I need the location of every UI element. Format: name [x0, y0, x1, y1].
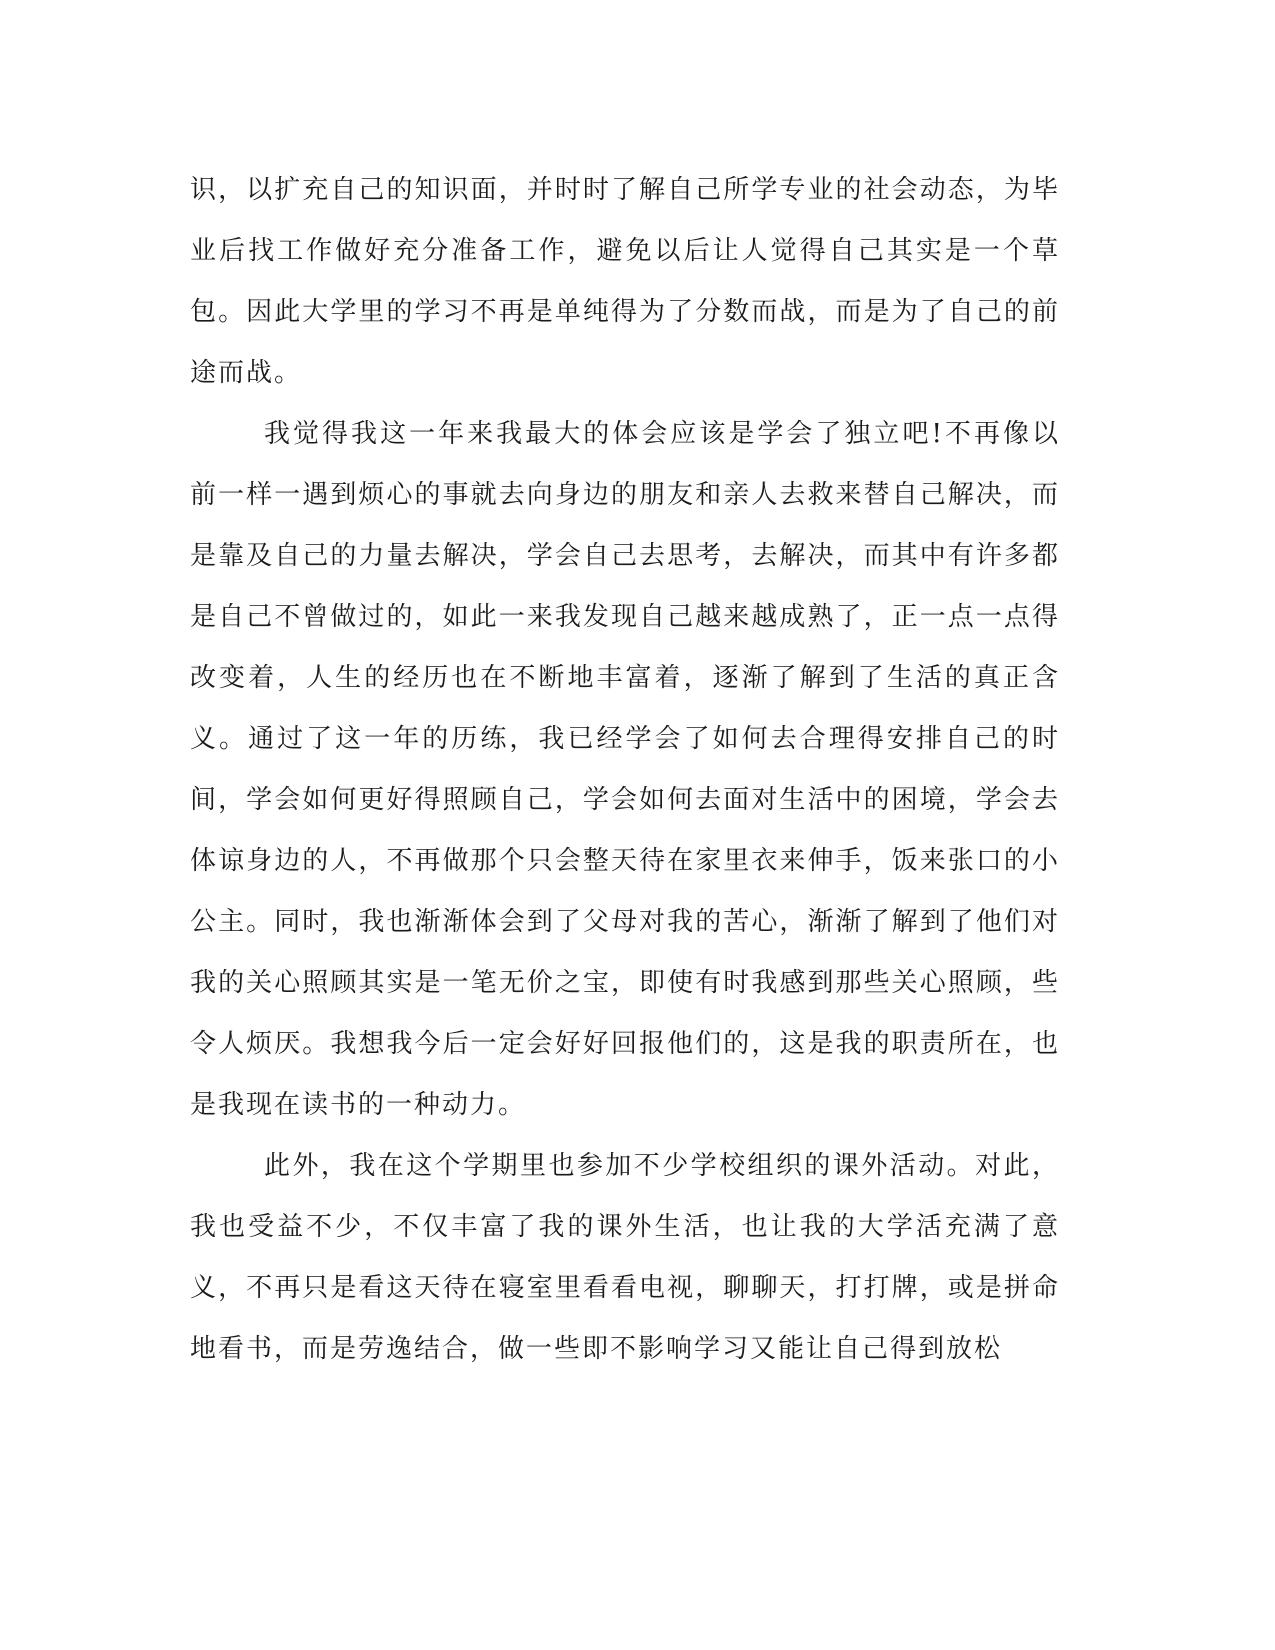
paragraph-continued: 识，以扩充自己的知识面，并时时了解自己所学专业的社会动态，为毕业后找工作做好充分准备工作，避免以后让人觉得自己其实是一个草包。因此大学里的学习不再是单纯得为了分数而战，而是为了自己的前途而战。: [190, 175, 1060, 388]
body-text: [190, 160, 1060, 1380]
paragraph-independence: 我觉得我这一年来我最大的体会应该是学会了独立吧!不再像以前一样一遇到烦心的事就去向身边的朋友和亲人去救来替自己解决，而是靠及自己的力量去解决，学会自己去思考，去解决，而其中有许多都是自己不曾做过的，如此一来我发现自己越来越成熟了，正一点一点得改变着，人生的经历也在不断地丰富着，逐渐了解到了生活的真正含义。通过了这一年的历练，我已经学会了如何去合理得安排自己的时间，学会如何更好得照顾自己，学会如何去面对生活中的困境，学会去体谅身边的人，不再做那个只会整天待在家里衣来伸手，饭来张口的小公主。同时，我也渐渐体会到了父母对我的苦心，渐渐了解到了他们对我的关心照顾其实是一笔无价之宝，即使有时我感到那些关心照顾，些令人烦厌。我想我今后一定会好好回报他们的，这是我的职责所在，也是我现在读书的一种动力。: [190, 419, 1060, 1120]
paragraph-extracurricular: 此外，我在这个学期里也参加不少学校组织的课外活动。对此，我也受益不少，不仅丰富了我的课外生活，也让我的大学活充满了意义，不再只是看这天待在寝室里看看电视，聊聊天，打打牌，或是拼命地看书，而是劳逸结合，做一些即不影响学习又能让自己得到放松: [190, 1151, 1060, 1364]
